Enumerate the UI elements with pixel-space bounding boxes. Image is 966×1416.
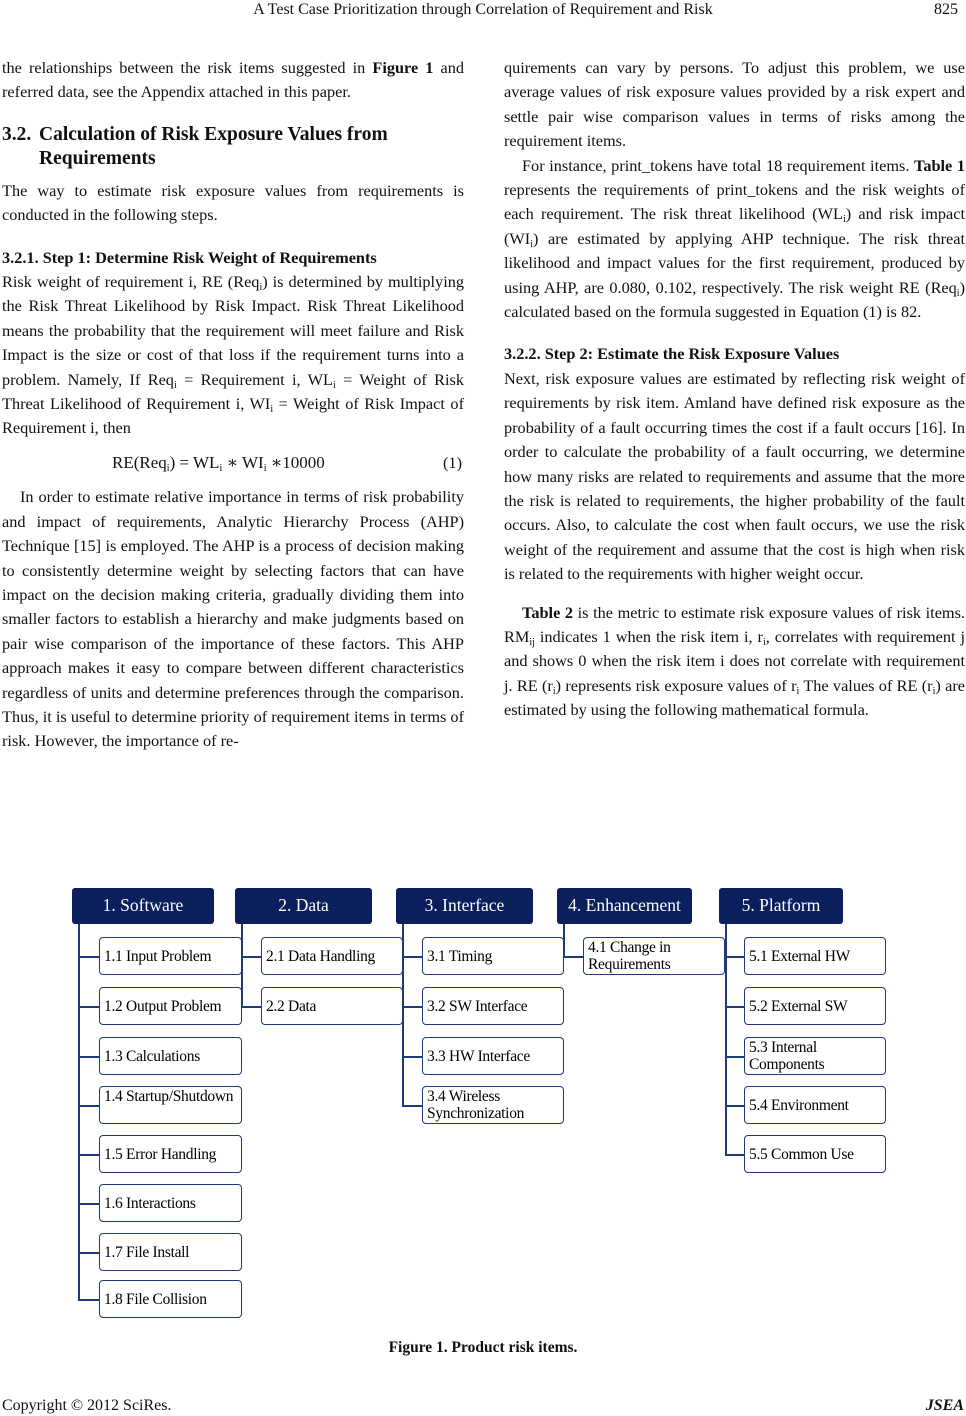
risk-item: 5.4 Environment [744, 1086, 886, 1124]
text: and referred data, see the Appendix attached in this paper. [2, 58, 465, 102]
risk-item: 5.3 Internal Components [744, 1037, 886, 1075]
figure-reference[interactable]: Figure 1 [372, 58, 434, 77]
risk-item: 1.3 Calculations [99, 1037, 242, 1075]
step2-paragraph: Next, risk exposure values are estimated by reflecting risk weight of requirements by risk item. Amland have defined risk exposure as the probability of a fault occurring times the cost if a fault occurs [16]. In order to calculate the probability of a fault occurring, we determine how many risks are related to requirements and assume that the more the risk is related to requirements, the higher probability of the fault occurs. Also, to calculate the cost when fault occurs, we use the risk weight of the requirement and assume that the cost is high when risk is related to the requirements with higher weight occur. [504, 368, 965, 584]
connector-branch [78, 1252, 99, 1254]
section-title-line1: Calculation of Risk Exposure Values from [39, 123, 388, 145]
step2-heading: 3.2.2. Step 2: Estimate the Risk Exposure Values [504, 344, 840, 364]
category-2: 2. Data [235, 888, 372, 924]
risk-item: 5.2 External SW [744, 987, 886, 1025]
equation-expression: $RE(Req_i) = WL_i$ ∗ $WI_i$ ∗10000 [112, 452, 325, 474]
risk-item: 1.6 Interactions [99, 1184, 242, 1222]
figure-caption: Figure 1. Product risk items. [388, 1339, 578, 1356]
running-title: A Test Case Prioritization through Correlation of Requirement and Risk [253, 1, 713, 18]
risk-item: 5.1 External HW [744, 937, 886, 975]
table2-paragraph: Table 2 is the metric to estimate risk exposure values of risk items. $RM_{ij}$ indicates 1 when the risk item i, $r_i$, correlates with requirement j and shows 0 when the risk item i does not correlate with requirement j. RE $(r_i)$ represents risk exposure values of $r_i$ The values of RE $(r_i)$ are estimated by using the following mathematical formula. [504, 602, 966, 720]
risk-item: 3.4 Wireless Synchronization [422, 1086, 564, 1124]
step1-paragraph: Risk weight of requirement i, RE (Req$_i$) is determined by multiplying the Risk Threat Likelihood by Risk Impact. Risk Threat Likelihood means the probability that the requirement will meet failure and Risk Impact is the size or cost of that loss if the requirement turns into a problem. Namely, If Req$_i$ = Requirement i, $WL_i$ = Weight of Risk Threat Likelihood of Requirement i, $WI_i$ = Weight of Risk Impact of Requirement i, then [2, 272, 464, 438]
risk-item: 1.2 Output Problem [99, 987, 242, 1025]
connector-trunk [78, 924, 80, 1299]
connector-branch [402, 1006, 422, 1008]
connector-branch [241, 956, 261, 958]
connector-branch [78, 1105, 99, 1107]
risk-item: 1.4 Startup/Shutdown [99, 1086, 242, 1124]
intro-paragraph [2, 56, 464, 105]
connector-branch [78, 1154, 99, 1156]
connector-branch [402, 1105, 422, 1107]
page-number: 825 [934, 1, 958, 18]
connector-branch [725, 956, 744, 958]
risk-item: 3.1 Timing [422, 937, 564, 975]
connector-branch [78, 1203, 99, 1205]
risk-item: 3.3 HW Interface [422, 1037, 564, 1075]
table-reference[interactable]: Table 2 [522, 602, 574, 622]
connector-trunk [241, 924, 243, 1006]
product-risk-items-figure [64, 882, 900, 1328]
risk-item: 5.5 Common Use [744, 1135, 886, 1173]
category-4: 4. Enhancement [557, 888, 692, 924]
connector-branch [725, 1006, 744, 1008]
section-title-line2: Requirements [39, 147, 156, 169]
risk-item: 1.8 File Collision [99, 1280, 242, 1318]
equation-1 [2, 451, 464, 475]
risk-item: 2.2 Data [261, 987, 403, 1025]
table-reference[interactable]: Table 1 [913, 155, 965, 175]
connector-branch [402, 956, 422, 958]
connector-trunk [563, 924, 565, 956]
connector-trunk [725, 924, 727, 1154]
connector-branch [725, 1154, 744, 1156]
risk-item: 1.1 Input Problem [99, 937, 242, 975]
journal-name: JSEA [925, 1397, 964, 1414]
category-1: 1. Software [72, 888, 214, 924]
step1-heading: 3.2.1. Step 1: Determine Risk Weight of Requirements [2, 247, 377, 267]
risk-item: 3.2 SW Interface [422, 987, 564, 1025]
right-column [504, 56, 965, 723]
connector-branch [78, 956, 99, 958]
text: the relationships between the risk items suggested in [2, 58, 373, 77]
running-header [0, 0, 966, 22]
category-3: 3. Interface [396, 888, 533, 924]
instance-paragraph: For instance, print_tokens have total 18 requirement items. Table 1 represents the requirements of print_tokens and the risk weights of each requirement. The risk threat likelihood $(WL_i)$ and risk impact $(WI_i)$ are estimated by applying AHP technique. The risk threat likelihood and impact values for the first requirement, produced by using AHP, are 0.080, 0.102, respectively. The risk weight RE (Req$_i$) calculated based on the formula suggested in Equation (1) is 82. [504, 155, 965, 322]
continued-paragraph: quirements can vary by persons. To adjust this problem, we use average values of risk exposure values provided by a risk expert and settle pair wise comparison values in terms of risks among the requirement items. [504, 58, 965, 151]
section-heading [2, 123, 464, 171]
connector-branch [563, 956, 583, 958]
section-intro: The way to estimate risk exposure values from requirements is conducted in the following steps. [2, 180, 464, 225]
connector-branch [78, 1299, 99, 1301]
section-number: 3.2. [2, 123, 32, 145]
connector-branch [725, 1105, 744, 1107]
risk-item: 4.1 Change in Requirements [583, 937, 725, 975]
connector-branch [725, 1056, 744, 1058]
connector-branch [78, 1056, 99, 1058]
connector-branch [402, 1056, 422, 1058]
risk-item: 1.5 Error Handling [99, 1135, 242, 1173]
connector-trunk [402, 924, 404, 1105]
category-5: 5. Platform [719, 888, 843, 924]
risk-item: 1.7 File Install [99, 1233, 242, 1271]
ahp-paragraph: In order to estimate relative importance in terms of risk probability and impact of requirements, Analytic Hierarchy Process (AHP) Technique [15] is employed. The AHP is a process of decision making to consistently determine weight by selecting factors that can have impact on the decision making criteria, gradually dividing them into smaller factors to establish a hierarchy and make judgments based on pair wise comparison of the importance of these factors. This AHP approach makes it easy to compare between different characteristics regardless of units and determine preferences through the comparison. Thus, it is useful to determine priority of requirement items in terms of risk. However, the importance of re- [2, 487, 464, 751]
left-column [2, 56, 464, 754]
connector-branch [241, 1006, 261, 1008]
equation-number: (1) [443, 452, 462, 472]
risk-item: 2.1 Data Handling [261, 937, 403, 975]
connector-branch [78, 1006, 99, 1008]
copyright: Copyright © 2012 SciRes. [2, 1397, 172, 1414]
